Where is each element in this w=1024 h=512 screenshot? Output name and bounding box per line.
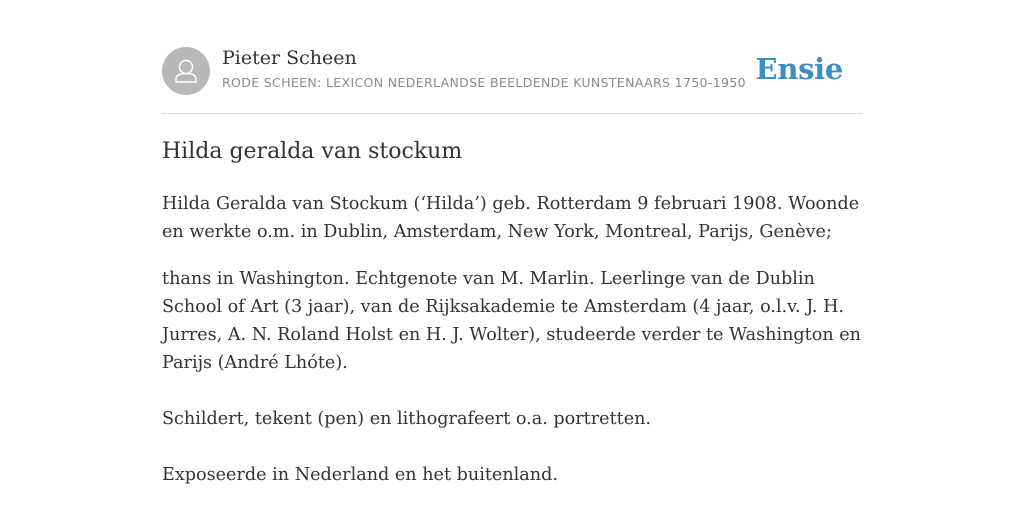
article-paragraph-4: Exposeerde in Nederland en het buitenland.	[162, 465, 558, 485]
article-paragraph-2: thans in Washington. Echtgenote van M. Marlin. Leerlinge van de Dublin School of Art (3 jaar), van de Rijksakademie te Amsterdam (4 jaar, o.l.v. J. H. Jurres, A. N. Roland Holst en H. J. Wolter), studeerde verder te Washington en Parijs (André Lhóte).	[162, 269, 862, 373]
article-paragraph-1: Hilda Geralda van Stockum (‘Hilda’) geb. Rotterdam 9 februari 1908. Woonde en werkte o.m. in Dublin, Amsterdam, New York, Montreal, Parijs, Genève;	[162, 194, 860, 242]
header-divider	[162, 113, 862, 114]
brand-logo[interactable]: Ensie	[755, 52, 843, 86]
article-title: Hilda geralda van stockum	[162, 139, 463, 164]
author-avatar[interactable]	[162, 47, 210, 95]
article-header	[162, 46, 862, 96]
article-card	[162, 0, 862, 512]
article-paragraph-3: Schildert, tekent (pen) en lithografeert o.a. portretten.	[162, 409, 652, 429]
source-title[interactable]: RODE SCHEEN: LEXICON NEDERLANDSE BEELDENDE KUNSTENAARS 1750-1950	[222, 75, 746, 90]
author-name[interactable]: Pieter Scheen	[222, 47, 357, 69]
user-silhouette-icon	[162, 47, 210, 95]
